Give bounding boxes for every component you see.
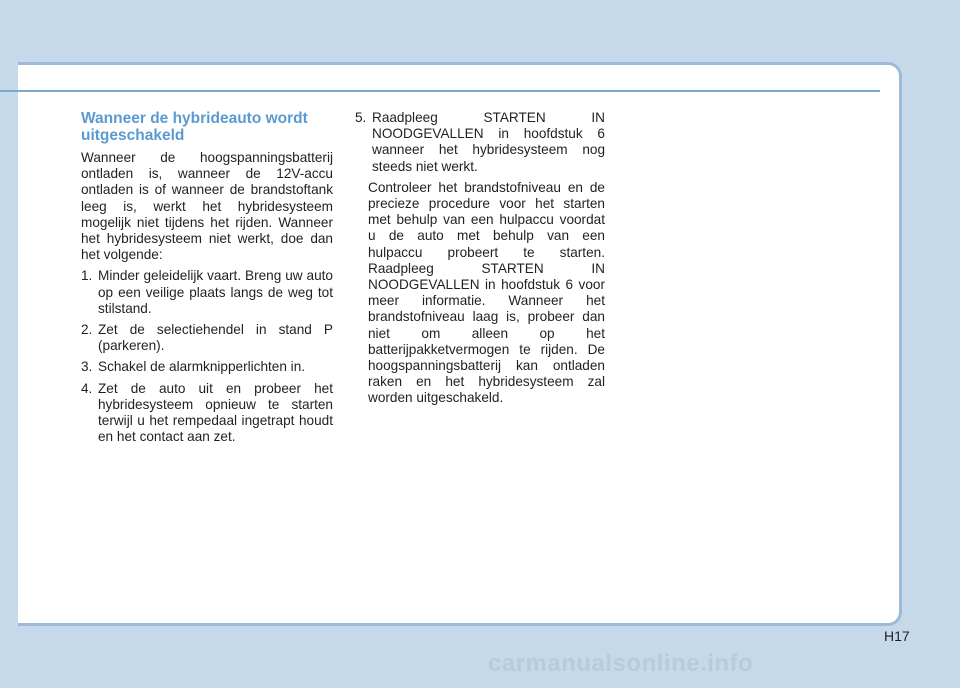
note-paragraph: Controleer het brandstofniveau en de precieze procedure voor het starten met behulp van een hulpaccu voordat u de auto met behulp van een hulpaccu probeert te starten. Raadpleeg STARTEN IN NOODGEVALLEN in hoofdstuk 6 voor meer informatie. Wanneer het brandstofniveau laag is, probeer dan niet om alleen op het batterijpakketvermogen te rijden. De hoogspanningsbatterij kan ontladen raken en het hybridesysteem zal worden uitgeschakeld. (368, 179, 605, 406)
step-number: 1. (81, 268, 93, 284)
step-number: 4. (81, 380, 93, 396)
step-item (81, 381, 333, 446)
step-text: Raadpleeg STARTEN IN NOODGEVALLEN in hoofdstuk 6 wanneer het hybridesysteem nog steeds niet werkt. (372, 110, 605, 174)
header-rule (0, 90, 880, 92)
section-title: Wanneer de hybrideauto wordt uitgeschakeld (81, 110, 308, 144)
step-text: Schakel de alarmknipperlichten in. (98, 359, 306, 375)
step-number: 2. (81, 322, 93, 338)
step-item (81, 268, 333, 317)
watermark: carmanualsonline.info (488, 650, 754, 677)
step-text: Zet de auto uit en probeer het hybridesysteem opnieuw te starten terwijl u het rempedaal ingetrapt houdt en het contact aan zet. (98, 380, 333, 445)
page-number: H17 (884, 628, 910, 644)
step-item (355, 110, 605, 175)
left-column (81, 110, 333, 450)
step-number: 5. (355, 110, 367, 125)
step-number: 3. (81, 359, 93, 375)
step-item (81, 322, 333, 354)
step-item (81, 359, 333, 375)
step-text: Zet de selectiehendel in stand P (parkeren). (98, 322, 333, 354)
step-text: Minder geleidelijk vaart. Breng uw auto op een veilige plaats langs de weg tot stilstand. (98, 268, 333, 316)
intro-paragraph: Wanneer de hoogspanningsbatterij ontladen is, wanneer de 12V-accu ontladen is of wanneer de brandstoftank leeg is, werkt het hybridesysteem mogelijk niet tijdens het rijden. Wanneer het hybridesysteem niet werkt, doe dan het volgende: (81, 150, 333, 263)
right-column (355, 110, 605, 412)
